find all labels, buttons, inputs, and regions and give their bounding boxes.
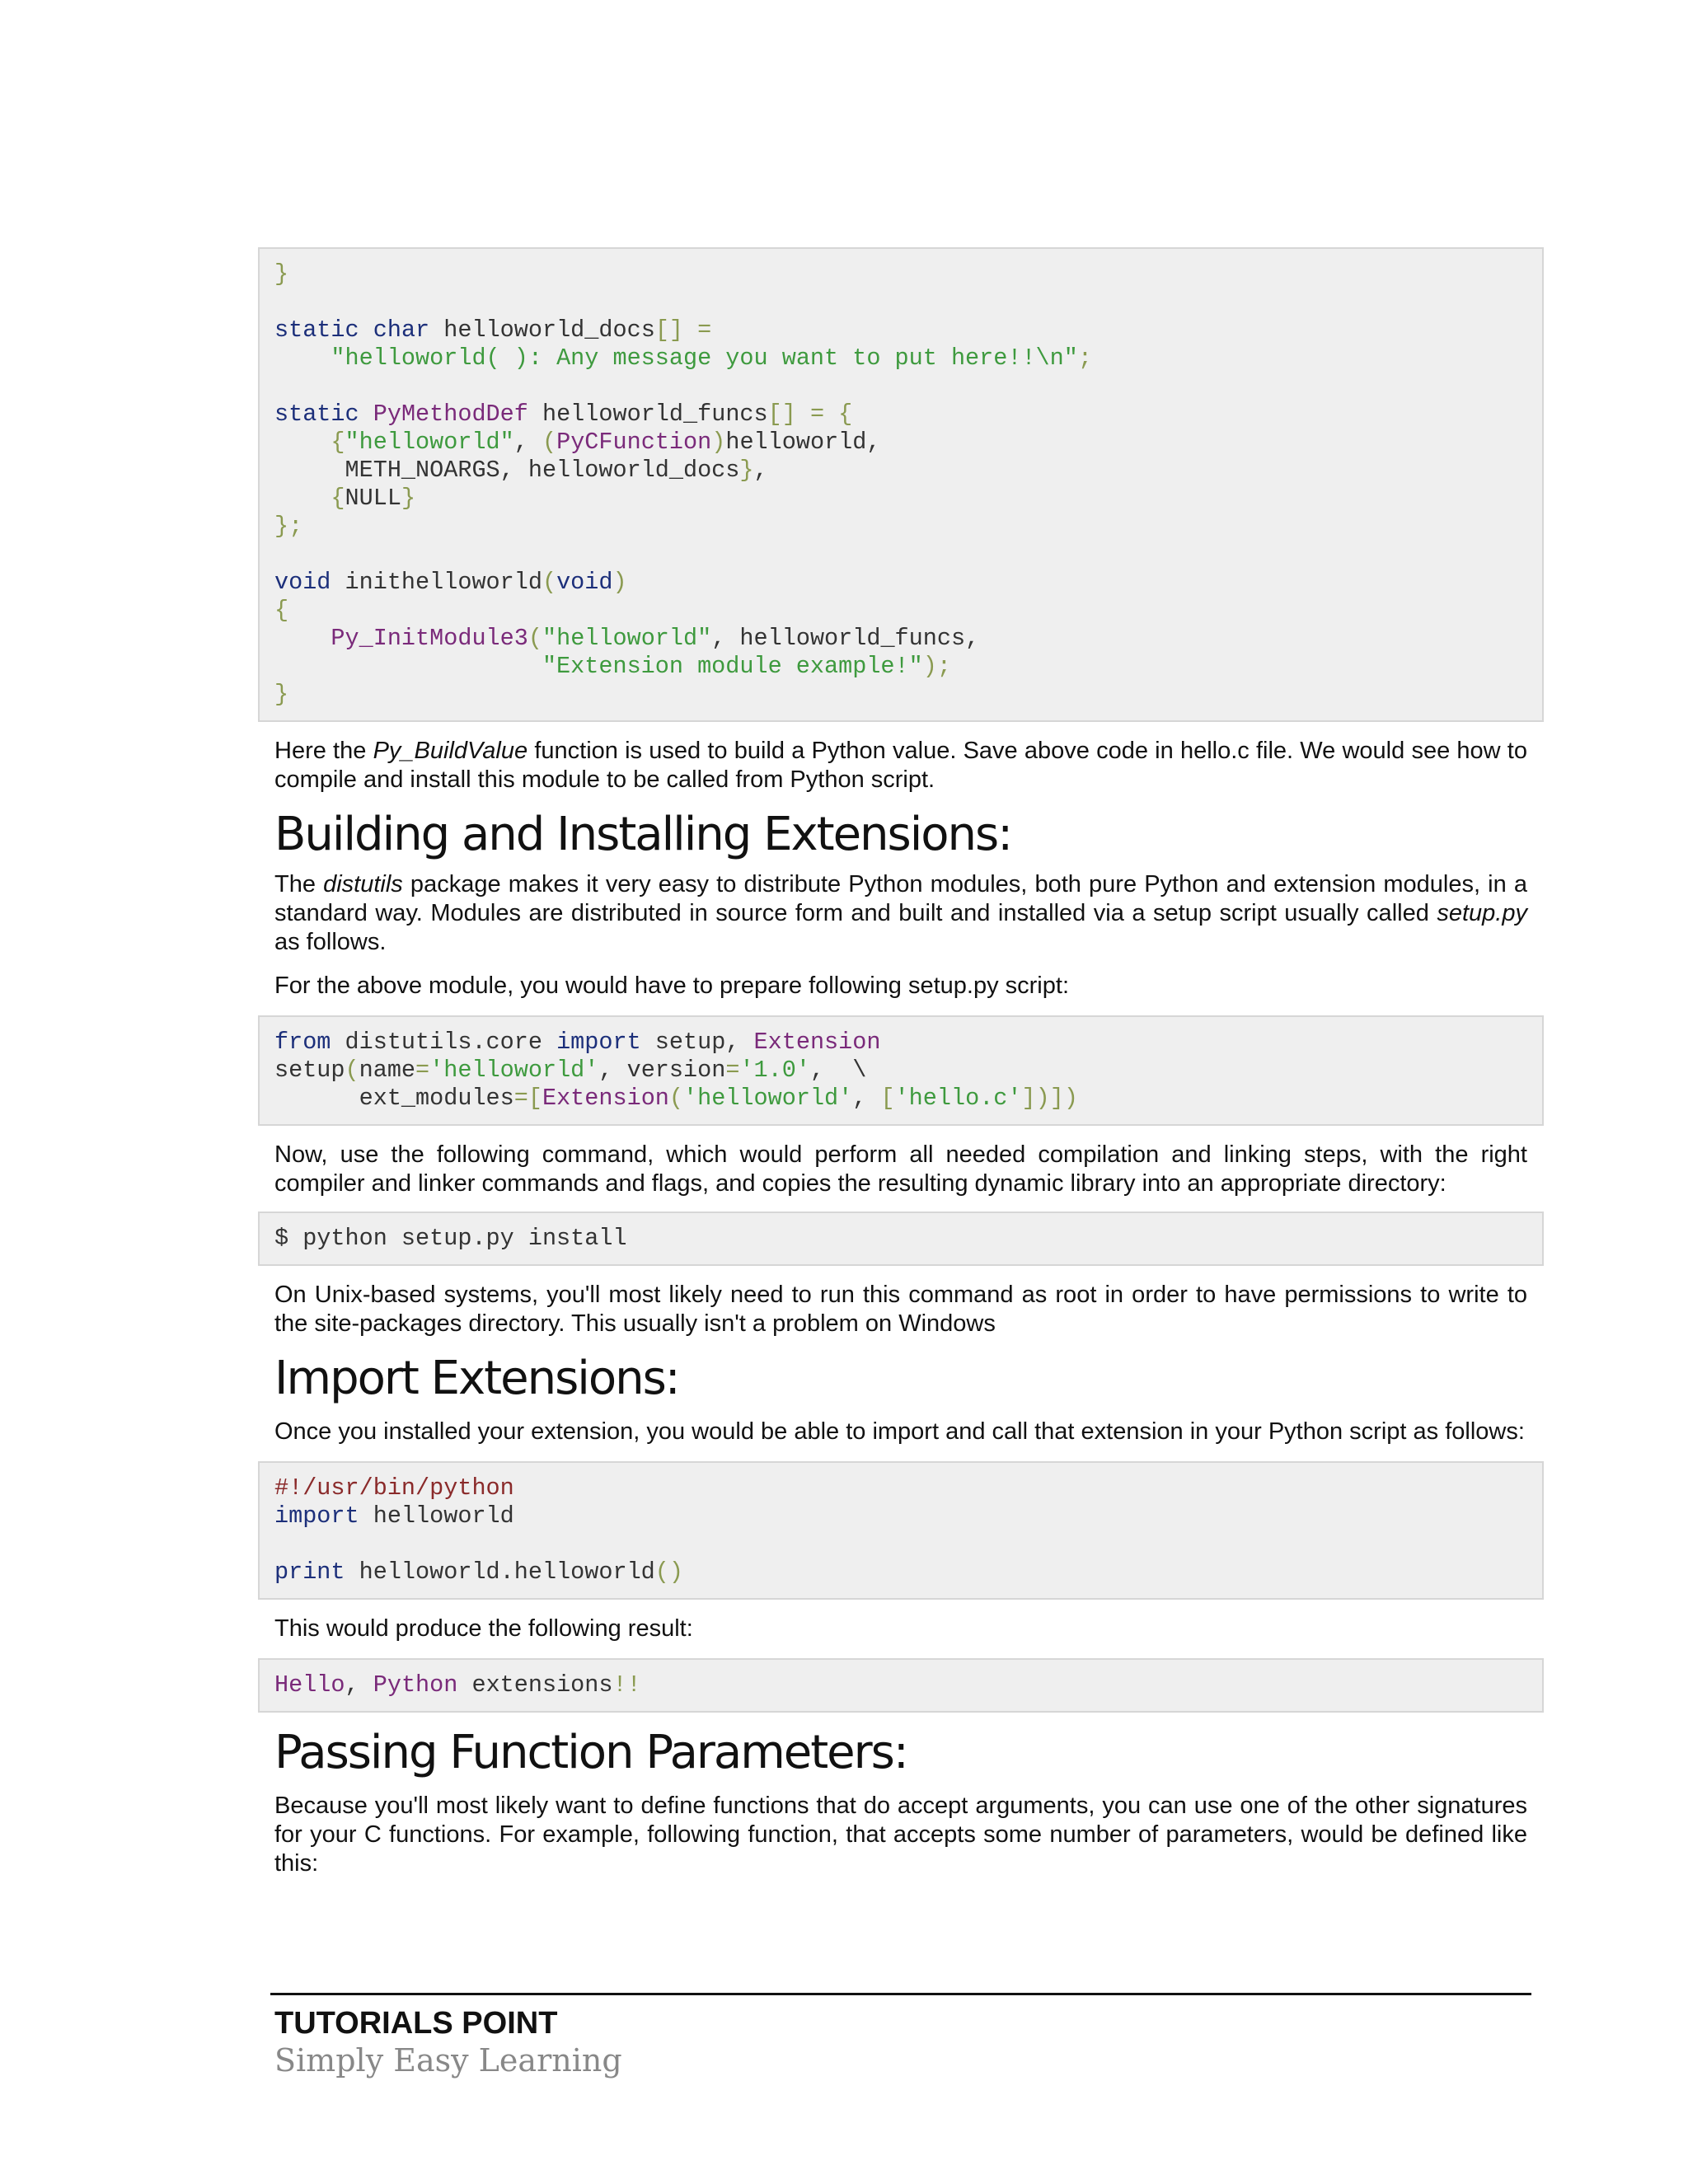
c-code-line: [274, 541, 1527, 569]
c-code-line: {: [274, 597, 289, 624]
setup-code-line: ext_modules=[Extension('helloworld', ['hello.c'])]): [274, 1085, 1078, 1112]
c-code-line: };: [274, 513, 303, 540]
setup-code-line: from distutils.core import setup, Extension: [274, 1029, 881, 1056]
c-code-line: }: [274, 260, 289, 288]
code-block-output: [258, 1658, 1544, 1713]
paragraph-distutils: The distutils package makes it very easy to distribute Python modules, both pure Python and extension modules, in a standard way. Modules are distributed in source form and built and installed via a setup script usually called setup.py as follows.: [274, 871, 1527, 955]
footer-divider: [270, 1993, 1531, 1995]
c-code-line: {NULL}: [331, 485, 416, 512]
python-code-line: import helloworld: [274, 1502, 514, 1530]
shell-code-line: $ python setup.py install: [274, 1225, 627, 1252]
c-code-line: [274, 288, 1527, 316]
heading-building-installing: Building and Installing Extensions:: [274, 808, 1012, 861]
c-code-line: void inithelloworld(void): [274, 569, 627, 596]
code-block-setup-py: [258, 1015, 1544, 1126]
paragraph-parameters: Because you'll most likely want to define functions that do accept arguments, you can use one of the other signatures for your C functions. For example, following function, that accepts some number of parameters, would be defined like this:: [274, 1793, 1527, 1877]
heading-import-extensions: Import Extensions:: [274, 1352, 679, 1405]
c-code-line: static PyMethodDef helloworld_funcs[] = {: [274, 401, 853, 428]
python-code-line: print helloworld.helloworld(): [274, 1558, 683, 1586]
c-code-line: }: [274, 681, 289, 708]
c-code-line: [274, 373, 1527, 401]
document-page: [258, 247, 1547, 1878]
setup-code-line: setup(name='helloworld', version='1.0', \: [274, 1057, 867, 1084]
footer-brand: TUTORIALS POINT: [274, 2006, 558, 2041]
code-block-c-module: [258, 247, 1544, 722]
python-code-line: [274, 1530, 1527, 1558]
c-code-line: "helloworld( ): Any message you want to put here!!\n";: [331, 344, 1092, 372]
paragraph-setup-intro: For the above module, you would have to prepare following setup.py script:: [274, 972, 1069, 999]
python-code-line: #!/usr/bin/python: [274, 1474, 514, 1502]
heading-passing-parameters: Passing Function Parameters:: [274, 1726, 907, 1779]
code-block-install: [258, 1212, 1544, 1266]
c-code-line: {"helloworld", (PyCFunction)helloworld,: [331, 429, 881, 456]
c-code-line: static char helloworld_docs[] =: [274, 316, 712, 344]
c-code-line: METH_NOARGS, helloworld_docs},: [274, 457, 768, 484]
paragraph-install-command: Now, use the following command, which would perform all needed compilation and linking steps, with the right compiler and linker commands and flags, and copies the resulting dynamic library into an appropriate directory:: [274, 1141, 1527, 1197]
footer-tagline: Simply Easy Learning: [274, 2042, 622, 2079]
paragraph-result-intro: This would produce the following result:: [274, 1615, 693, 1642]
paragraph-unix-note: On Unix-based systems, you'll most likely need to run this command as root in order to have permissions to write to the site-packages directory. This usually isn't a problem on Windows: [274, 1282, 1527, 1337]
c-code-line: Py_InitModule3("helloworld", helloworld_funcs,: [331, 625, 980, 652]
paragraph-import-intro: Once you installed your extension, you would be able to import and call that extension in your Python script as follows:: [274, 1418, 1525, 1445]
inline-emphasis: Py_BuildValue: [373, 738, 528, 764]
output-code-line: Hello, Python extensions!!: [274, 1671, 641, 1699]
paragraph-build-value: Here the Py_BuildValue function is used to build a Python value. Save above code in hello.c file. We would see how to compile and install this module to be called from Python script.: [274, 738, 1527, 793]
code-block-import: [258, 1461, 1544, 1600]
c-code-line: "Extension module example!");: [542, 653, 951, 680]
